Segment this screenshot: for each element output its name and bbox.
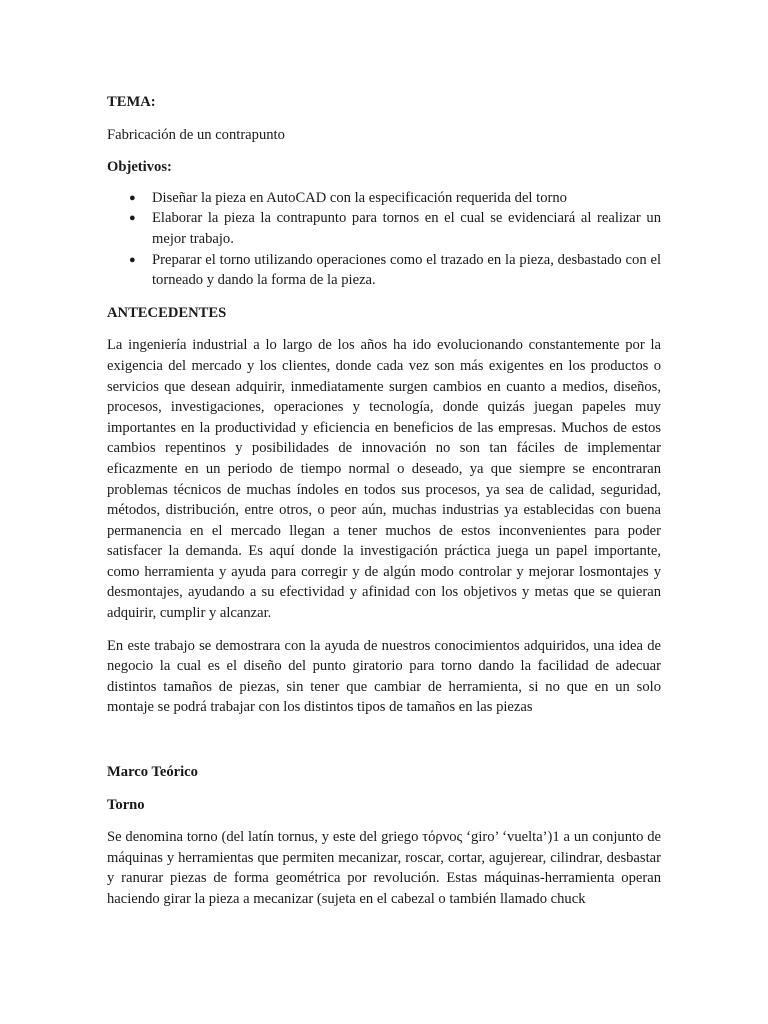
objetivo-text: Elaborar la pieza la contrapunto para tornos en el cual se evidenciará al realizar un mejor trabajo. <box>152 210 661 247</box>
bullet-icon: ● <box>129 191 136 204</box>
objetivo-item-1 <box>107 188 661 209</box>
objetivo-item-2 <box>107 208 661 249</box>
antecedentes-paragraph-1: La ingeniería industrial a lo largo de los años ha ido evolucionando constantemente por la exigencia del mercado y los clientes, donde cada vez son más exigentes en los productos o servicios que desean adquirir, inmediatamente surgen cambios en cuanto a medios, diseños, procesos, investigaciones, operaciones y tecnología, donde quizás juegan papeles muy importantes en la productividad y eficiencia en beneficios de las empresas. Muchos de estos cambios repentinos y posibilidades de innovación no son tan fáciles de implementar eficazmente en un periodo de tiempo normal o deseado, ya que siempre se encontraran problemas técnicos de muchas índoles en todos sus procesos, ya sea de calidad, seguridad, métodos, distribución, entre otros, o peor aún, muchas industrias ya establecidas con buena permanencia en el mercado llegan a tener muchos de estos inconvenientes para poder satisfacer la demanda. Es aquí donde la investigación práctica juega un papel importante, como herramienta y ayuda para corregir y de algún modo controlar y mejorar losmontajes y desmontajes, ayudando a su efectividad y afinidad con los objetivos y metas que se quieran adquirir, cumplir y alcanzar. <box>107 337 661 622</box>
torno-heading: Torno <box>107 796 145 813</box>
antecedentes-paragraph-2: En este trabajo se demostrara con la ayuda de nuestros conocimientos adquiridos, una idea de negocio la cual es el diseño del punto giratorio para torno dando la facilidad de adecuar distintos tamaños de piezas, sin tener que cambiar de herramienta, si no que en un solo montaje se podrá trabajar con los distintos tipos de tamaños en las piezas <box>107 637 661 716</box>
tema-title: Fabricación de un contrapunto <box>107 126 285 143</box>
document-page <box>107 92 661 910</box>
objetivo-text: Diseñar la pieza en AutoCAD con la especificación requerida del torno <box>152 189 567 206</box>
objetivo-text: Preparar el torno utilizando operaciones como el trazado en la pieza, desbastado con el torneado y dando la forma de la pieza. <box>152 251 661 289</box>
marco-teorico-heading: Marco Teórico <box>107 764 198 781</box>
objetivo-item-3 <box>107 250 661 291</box>
antecedentes-heading: ANTECEDENTES <box>107 304 227 321</box>
objetivos-list <box>107 188 661 291</box>
objetivos-heading: Objetivos: <box>107 159 172 176</box>
bullet-icon: ● <box>129 212 136 225</box>
bullet-icon: ● <box>129 253 136 266</box>
torno-paragraph: Se denomina torno (del latín tornus, y este del griego τόρνος ‘giro’ ‘vuelta’)1 a un conjunto de máquinas y herramientas que permiten mecanizar, roscar, cortar, agujerear, cilindrar, desbastar y ranurar piezas de forma geométrica por revolución. Estas máquinas-herramienta operan haciendo girar la pieza a mecanizar (sujeta en el cabezal o también llamado chuck <box>107 829 661 907</box>
tema-heading: TEMA: <box>107 94 156 110</box>
